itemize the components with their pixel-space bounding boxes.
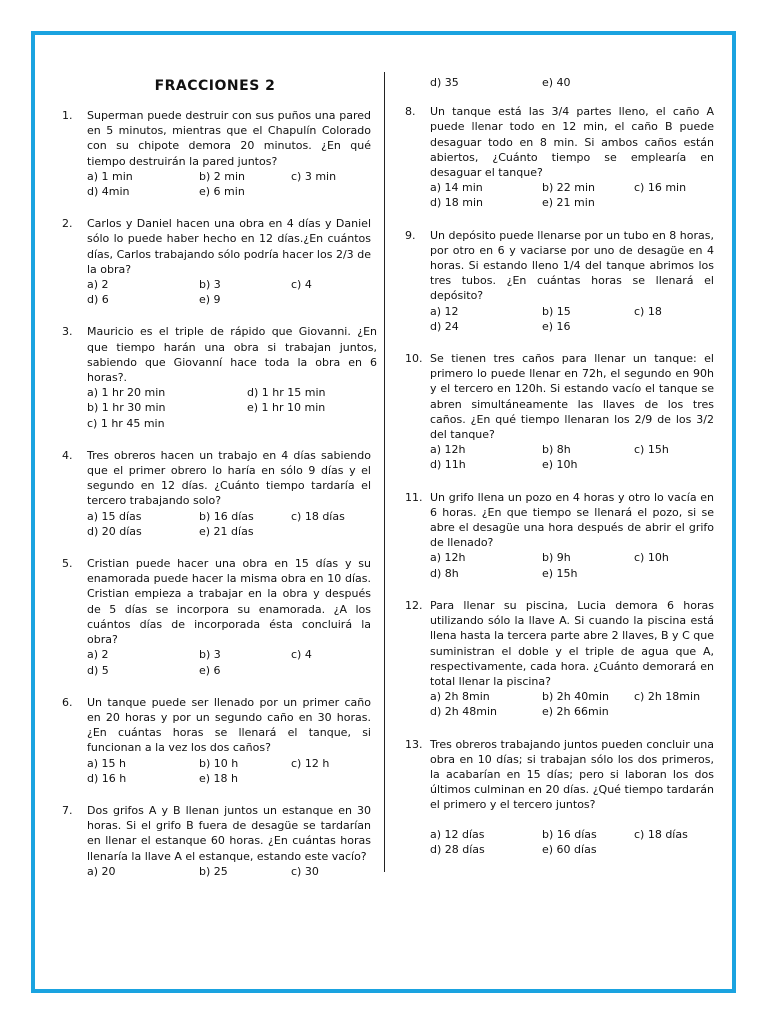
option: a) 14 min [430, 181, 483, 195]
question-text: Un tanque puede ser llenado por un primer caño en 20 horas y por un segundo caño en 30 horas. ¿En cuántas horas se llenará el tanque, si funcionan a la vez los dos caños? [87, 695, 371, 755]
question-9 [405, 228, 714, 334]
answer-options [430, 550, 714, 580]
question-number: 4. [62, 448, 73, 462]
option: c) 12 h [291, 756, 330, 770]
left-question-list [62, 108, 377, 879]
option: b) 15 [542, 304, 571, 318]
question-number: 3. [62, 325, 73, 339]
question-2 [62, 216, 371, 307]
option: e) 6 min [199, 185, 245, 199]
question-3 [62, 324, 377, 430]
option: a) 15 días [87, 509, 142, 523]
option: d) 5 [87, 663, 109, 677]
option: a) 12h [430, 551, 466, 565]
option: a) 2 [87, 648, 109, 662]
question-text: Tres obreros hacen un trabajo en 4 días sabiendo que el primer obrero lo haría en sólo 9 días y el segundo en 12 días. ¿Cuánto tiempo tardaría el tercero trabajando solo? [87, 448, 371, 508]
option: a) 20 [87, 864, 116, 878]
option: b) 25 [199, 864, 228, 878]
answer-options [87, 647, 371, 677]
question-text: Para llenar su piscina, Lucia demora 6 horas utilizando sólo la llave A. Si cuando la piscina está llena hasta la tercera parte abre 2 llaves, B y C que suministran el doble y el triple de agua que A, respectivamente, cada hora. ¿Cuánto demorará en total llenar la piscina? [430, 598, 714, 688]
question-number: 1. [62, 109, 73, 122]
option: e) 60 días [542, 842, 597, 856]
option: c) 16 min [634, 181, 687, 195]
question-text: Un depósito puede llenarse por un tubo en 8 horas, por otro en 6 y vaciarse por uno de desagüe en 4 horas. Si estando lleno 1/4 del tanque abrimos los tres tubos. ¿En cuántas horas se llenará el depósito? [430, 228, 714, 303]
option: c) 18 [634, 304, 662, 318]
option: b) 16 días [542, 827, 597, 841]
option: d) 35 [430, 76, 459, 89]
option: b) 16 días [199, 509, 254, 523]
right-question-list [405, 104, 714, 857]
question-6 [62, 695, 371, 786]
question-13 [405, 737, 714, 857]
option: c) 30 [291, 864, 319, 878]
option: c) 18 días [291, 509, 345, 523]
option: d) 18 min [430, 196, 484, 210]
option: c) 4 [291, 278, 312, 292]
option: d) 20 días [87, 524, 142, 538]
question-11 [405, 490, 714, 581]
question-text: Tres obreros trabajando juntos pueden concluir una obra en 10 días; si trabajan sólo los dos primeros, la acabarían en 15 días; pero si laboran los dos últimos culminan en 20 días. ¿Qué tiempo tardarán el primero y el tercero juntos? [430, 737, 714, 812]
option: c) 10h [634, 551, 669, 565]
question-4 [62, 448, 371, 539]
option: b) 22 min [542, 181, 596, 195]
option: d) 2h 48min [430, 705, 497, 719]
question-text: Mauricio es el triple de rápido que Giovanni. ¿En que tiempo harán una obra si trabajan juntos, sabiendo que Giovanní hace toda la obra en 6 horas?. [87, 325, 377, 385]
question-text: Carlos y Daniel hacen una obra en 4 días y Daniel sólo lo puede haber hecho en 12 días.¿En cuántos días, Carlos trabajando sólo podría hacer los 2/3 de la obra? [87, 217, 371, 276]
option: e) 6 [199, 663, 221, 677]
question-number: 7. [62, 803, 73, 817]
option: a) 1 min [87, 169, 133, 183]
option: c) 4 [291, 648, 312, 662]
option: e) 40 [542, 76, 571, 89]
option: d) 28 días [430, 842, 485, 856]
question-text: Superman puede destruir con sus puños una pared en 5 minutos, mientras que el Chapulín Colorado con su chipote demora 20 minutos. ¿En qué tiempo destruirán la pared juntos? [87, 109, 371, 168]
option: d) 6 [87, 293, 109, 307]
answer-options [87, 169, 371, 199]
option: b) 1 hr 30 min [87, 401, 166, 415]
answer-options [430, 689, 714, 719]
answer-options [87, 385, 377, 431]
answer-options [430, 827, 714, 857]
option: a) 1 hr 20 min [87, 386, 166, 400]
question-number: 10. [405, 352, 423, 366]
option: b) 3 [199, 278, 221, 292]
option: e) 21 días [199, 524, 254, 538]
answer-options [87, 509, 371, 539]
right-column [405, 75, 714, 874]
answer-options [430, 304, 714, 334]
option: a) 12 [430, 304, 459, 318]
option: d) 1 hr 15 min [247, 386, 326, 400]
question-text: Un grifo llena un pozo en 4 horas y otro lo vacía en 6 horas. ¿En que tiempo se llenará el pozo, si se abre el desagüe una hora después de abrir el grifo de llenado? [430, 490, 714, 550]
option: d) 8h [430, 566, 459, 580]
worksheet-title: FRACCIONES 2 [154, 78, 276, 94]
option: e) 10h [542, 458, 578, 472]
option: e) 21 min [542, 196, 595, 210]
question-10 [405, 351, 714, 473]
question-7-continued-options [405, 75, 705, 90]
question-5 [62, 556, 371, 678]
question-1 [62, 108, 371, 199]
option: b) 2 min [199, 169, 246, 183]
column-divider [384, 72, 385, 872]
option: d) 11h [430, 458, 466, 472]
question-text: Se tienen tres caños para llenar un tanque: el primero lo puede llenar en 72h, el segundo en 90h y el tercero en 120h. Si estando vacío el tanque se abren simultáneamente las llaves de los tres caños. ¿En qué tiempo llenaran los 2/9 de los 3/2 del tanque? [430, 352, 714, 442]
option: b) 3 [199, 648, 221, 662]
option: c) 1 hr 45 min [87, 416, 165, 430]
question-number: 9. [405, 228, 416, 242]
question-8 [405, 104, 714, 210]
question-number: 8. [405, 105, 416, 119]
option: c) 2h 18min [634, 690, 701, 704]
option: a) 2 [87, 278, 109, 292]
question-7 [62, 803, 371, 879]
option: d) 4min [87, 185, 130, 199]
option: c) 18 días [634, 827, 688, 841]
option: b) 9h [542, 551, 571, 565]
option: a) 12 días [430, 827, 485, 841]
option: b) 8h [542, 443, 571, 457]
question-number: 11. [405, 490, 423, 504]
answer-options [87, 864, 371, 879]
option: a) 12h [430, 443, 466, 457]
option: e) 9 [199, 293, 221, 307]
option: e) 15h [542, 566, 578, 580]
answer-options [430, 180, 714, 210]
option: c) 3 min [291, 169, 337, 183]
option: b) 10 h [199, 756, 239, 770]
question-12 [405, 598, 714, 720]
option: a) 2h 8min [430, 690, 490, 704]
answer-options [87, 277, 371, 307]
option: e) 1 hr 10 min [247, 401, 326, 415]
question-number: 6. [62, 695, 73, 709]
option: e) 18 h [199, 771, 239, 785]
question-number: 12. [405, 598, 423, 612]
answer-options [87, 756, 371, 786]
question-text: Un tanque está las 3/4 partes lleno, el caño A puede llenar todo en 12 min, el caño B puede desaguar todo en 8 min. Si ambos caños están abiertos, ¿Cuánto tiempo se emplearía en desaguar el tanque? [430, 105, 714, 180]
question-number: 5. [62, 557, 73, 571]
left-column [62, 78, 377, 896]
option: d) 16 h [87, 771, 127, 785]
option: e) 2h 66min [542, 705, 609, 719]
option: e) 16 [542, 319, 571, 333]
question-number: 2. [62, 217, 73, 231]
option: c) 15h [634, 443, 669, 457]
question-number: 13. [405, 737, 423, 751]
question-text: Cristian puede hacer una obra en 15 días y su enamorada puede hacer la misma obra en 10 días. Cristian empieza a trabajar en la obra y después de 5 días se incorpora su enamorada. ¿A los cuántos días de incorporada ésta concluirá la obra? [87, 557, 371, 647]
answer-options [430, 442, 714, 472]
option: a) 15 h [87, 756, 126, 770]
option: b) 2h 40min [542, 690, 609, 704]
question-text: Dos grifos A y B llenan juntos un estanque en 30 horas. Si el grifo B fuera de desagüe se tardarían en llenar el estanque 60 horas. ¿En cuántas horas llenaría la llave A el estanque, estando este vacío? [87, 803, 371, 863]
option: d) 24 [430, 319, 459, 333]
